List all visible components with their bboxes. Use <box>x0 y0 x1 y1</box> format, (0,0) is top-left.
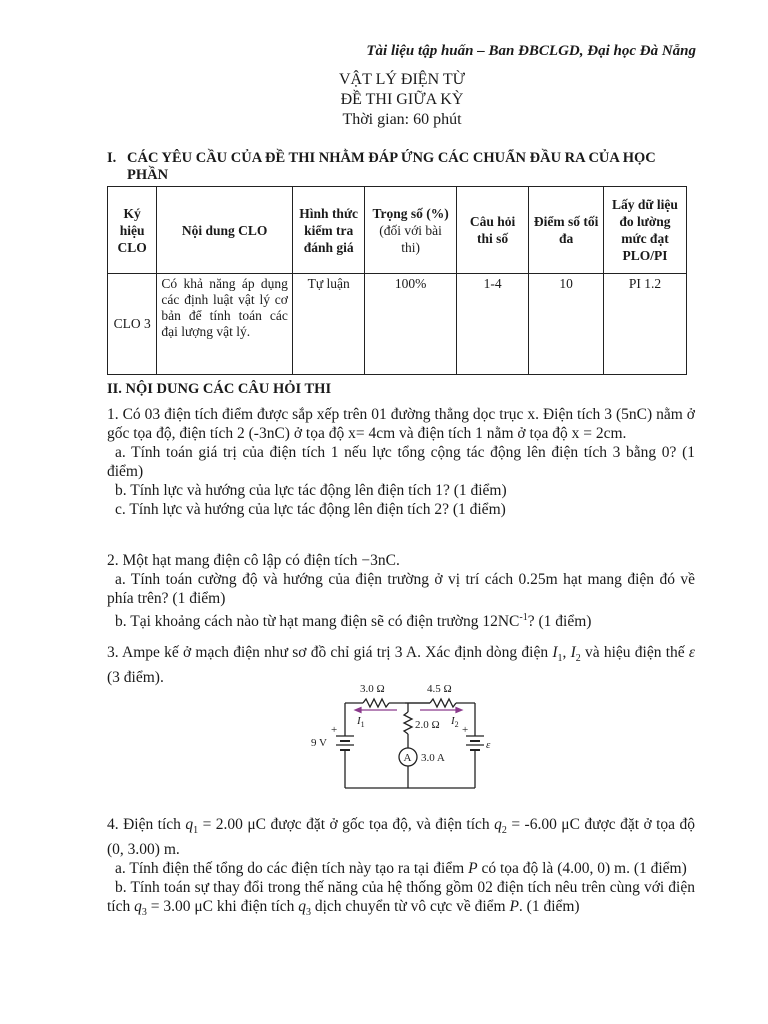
cell-form: Tự luận <box>292 274 365 375</box>
q3-text: 3. Ampe kế ở mạch điện như sơ đồ chỉ giá trị 3 A. Xác định dòng điện <box>107 644 553 661</box>
question-4-stem <box>107 815 695 859</box>
label-r2: 4.5 Ω <box>427 683 452 695</box>
cell-max-score: 10 <box>529 274 604 375</box>
section-1-heading <box>107 150 687 184</box>
header-plo: Lấy dữ liệu đo lường mức đạt PLO/PI <box>603 187 686 274</box>
section-1-text: CÁC YÊU CẦU CỦA ĐỀ THI NHẰM ĐÁP ỨNG CÁC CHUẨN ĐẦU RA CỦA HỌC PHẦN <box>127 150 656 183</box>
q4b-text-4: . (1 điểm) <box>518 898 580 916</box>
question-2-stem: 2. Một hạt mang điện cô lập có điện tích −3nC. <box>107 552 400 569</box>
section-2-heading: II. NỘI DUNG CÁC CÂU HỎI THI <box>107 381 332 397</box>
header-form: Hình thức kiểm tra đánh giá <box>292 187 365 274</box>
q4b-q3-sub: 3 <box>141 907 147 919</box>
q4-q2-sub: 2 <box>501 825 507 837</box>
question-1-stem: 1. Có 03 điện tích điểm được sắp xếp trên 01 đường thẳng dọc trục x. Điện tích 3 (5nC) nằm ở gốc tọa độ, điện tích 2 (-3nC) ở tọa độ x= 4cm và điện tích 1 nằm ở tọa độ x = 2cm. <box>107 406 695 442</box>
label-i2 <box>450 715 459 729</box>
header-questions: Câu hỏi thi số <box>456 187 529 274</box>
question-4 <box>107 815 695 922</box>
q4-q2: q <box>494 816 502 833</box>
q3-i2-sub: 2 <box>575 653 581 665</box>
resistor-r2 <box>430 699 456 707</box>
header-note: Tài liệu tập huấn – Ban ĐBCLGD, Đại học Đà Nẵng <box>366 43 696 59</box>
question-4-part-b <box>107 878 695 922</box>
cell-plo: PI 1.2 <box>603 274 686 375</box>
q4a-text-2: có tọa độ là (4.00, 0) m. (1 điểm) <box>477 860 687 878</box>
header-code: Ký hiệu CLO <box>108 187 157 274</box>
q4-q1: q <box>185 816 194 833</box>
resistor-r3 <box>404 712 412 734</box>
q2b-text: b. Tại khoảng cách nào từ hạt mang điện sẽ có điện trường 12NC <box>115 613 520 631</box>
cell-weight: 100% <box>365 274 456 375</box>
clo-table-row <box>108 274 687 375</box>
question-2 <box>107 551 695 631</box>
cell-questions: 1-4 <box>456 274 529 375</box>
exam-title: ĐỀ THI GIỮA KỲ <box>340 91 464 108</box>
q2b-exponent: -1 <box>519 612 528 623</box>
label-i2-sub: 2 <box>454 720 459 729</box>
label-emf: ε <box>486 739 491 751</box>
q4-text-3: = -6.00 μC được đặt ở tọa độ (0, 3.00) m. <box>107 816 695 859</box>
exam-duration: Thời gian: 60 phút <box>342 111 462 128</box>
q4-text-1: 4. Điện tích <box>107 816 186 833</box>
q4b-text-1: b. Tính toán sự thay đổi trong thế năng của hệ thống gồm 02 điện tích nêu trên cùng với điện tích <box>107 879 695 916</box>
label-plus-left: + <box>331 724 338 736</box>
label-r1: 3.0 Ω <box>360 683 385 695</box>
label-ammeter: A <box>403 752 412 764</box>
circuit-diagram <box>305 678 505 798</box>
resistor-r1 <box>363 699 389 707</box>
label-i1-sub: 1 <box>360 720 365 729</box>
q4b-text-3: dịch chuyển từ vô cực về điểm <box>311 898 510 916</box>
q4-text-2: = 2.00 μC được đặt ở gốc tọa độ, và điện tích <box>198 816 495 833</box>
cell-content: Có khả năng áp dụng các định luật vật lý cơ bản để tính toán các đại lượng vật lý. <box>157 274 293 375</box>
label-r3: 2.0 Ω <box>415 719 440 731</box>
label-i2-letter: I <box>451 715 455 727</box>
q3-sep: , <box>562 644 571 661</box>
q4a-text-1: a. Tính điện thế tổng do các điện tích này tạo ra tại điểm <box>115 860 469 878</box>
course-title: VẬT LÝ ĐIỆN TỪ <box>338 71 466 88</box>
cell-code: CLO 3 <box>108 274 157 375</box>
q4b-q3b: q <box>298 898 306 916</box>
question-1-part-a: a. Tính toán giá trị của điện tích 1 nếu lực tổng cộng tác động lên điện tích 3 bằng 0? (1 điểm) <box>107 444 695 480</box>
label-plus-right: + <box>462 724 469 736</box>
section-1-number: I. <box>107 150 117 166</box>
question-1-part-b: b. Tính lực và hướng của lực tác động lên điện tích 1? (1 điểm) <box>115 482 507 499</box>
q3-mid: và hiệu điện thế <box>580 644 689 661</box>
current-arrowhead-i2 <box>456 708 462 713</box>
label-voltage: 9 V <box>311 737 327 749</box>
header-content: Nội dung CLO <box>157 187 293 274</box>
q3-i1-sub: 1 <box>557 653 563 665</box>
question-1-part-c: c. Tính lực và hướng của lực tác động lên điện tích 2? (1 điểm) <box>115 501 506 518</box>
header-weight-label: Trọng số (%) <box>372 205 449 221</box>
label-i1-letter: I <box>357 715 361 727</box>
question-2-part-a: a. Tính toán cường độ và hướng của điện trường ở vị trí cách 0.25m hạt mang điện đó về phía trên? (1 điểm) <box>107 571 695 607</box>
q2b-tail: ? (1 điểm) <box>527 613 592 631</box>
clo-table-header-row <box>108 187 687 274</box>
title-block <box>0 70 768 130</box>
header-max-score: Điểm số tối đa <box>529 187 604 274</box>
q3-emf: ε <box>688 644 695 661</box>
q4b-q3: q <box>134 898 142 916</box>
clo-table <box>107 186 687 375</box>
label-i1 <box>356 715 365 729</box>
q4b-point: P <box>509 898 519 916</box>
question-2-part-b <box>107 608 695 631</box>
q4b-text-2: = 3.00 μC khi điện tích <box>146 898 299 916</box>
label-ammeter-reading: 3.0 A <box>421 752 445 764</box>
header-weight <box>365 187 456 274</box>
question-1 <box>107 405 695 519</box>
header-weight-note: (đối với bài thi) <box>379 222 442 255</box>
current-arrowhead-i1 <box>355 708 361 713</box>
q4a-point: P <box>468 860 478 878</box>
q4-q1-sub: 1 <box>193 825 199 837</box>
q3-tail: (3 điểm). <box>107 669 164 687</box>
q4b-q3b-sub: 3 <box>306 907 311 919</box>
question-4-part-a <box>107 859 695 878</box>
q3-i2: I <box>570 644 576 661</box>
q3-i1: I <box>552 644 558 661</box>
